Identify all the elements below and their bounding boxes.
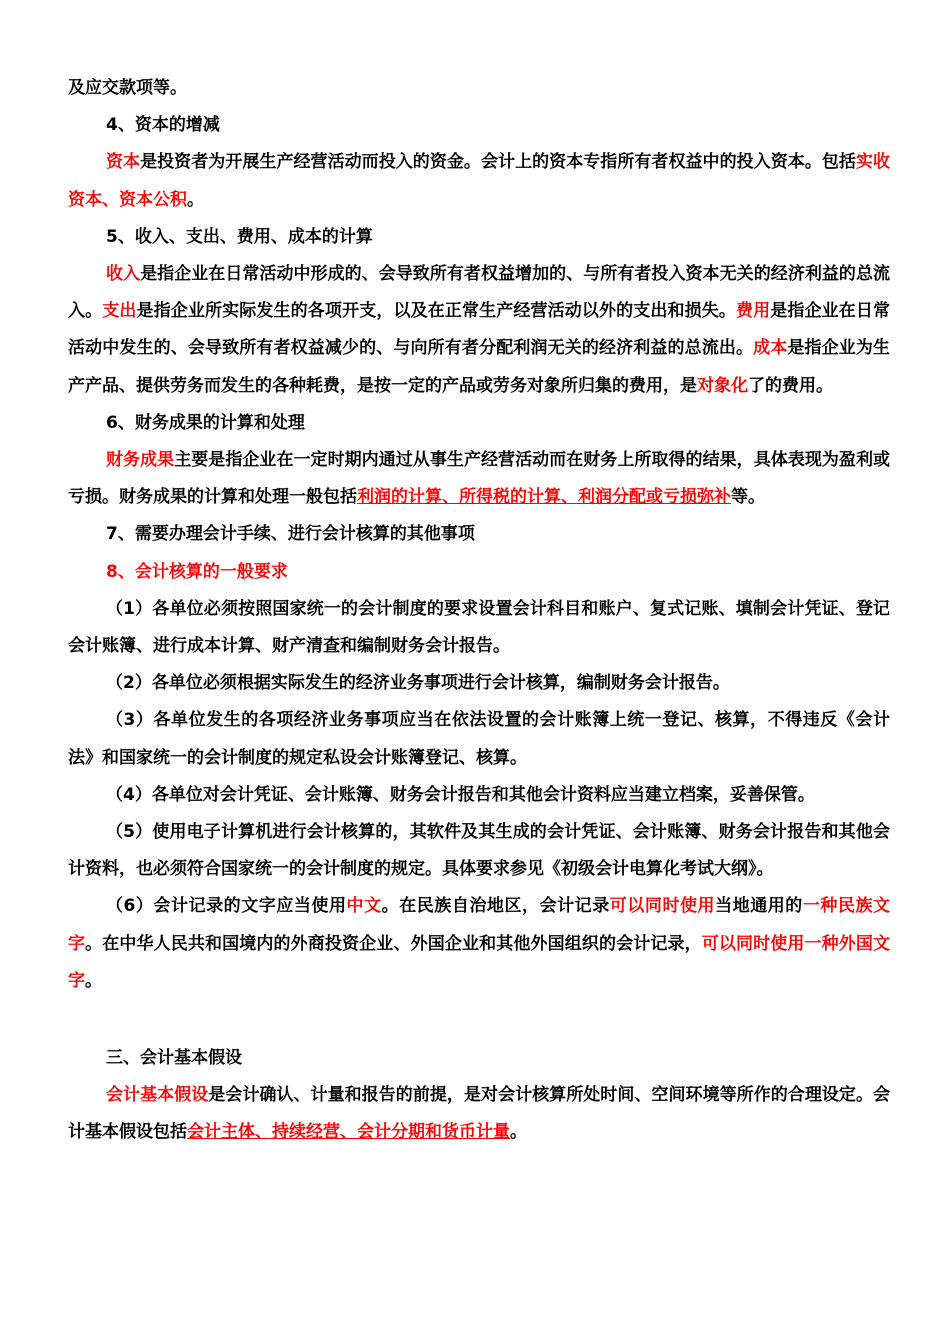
paragraph-income-expense: 收入是指企业在日常活动中形成的、会导致所有者权益增加的、与所有者投入资本无关的经济利益的总流入。支出是指企业所实际发生的各项开支，以及在正常生产经营活动以外的支出和损失。费用是指企业在日常活动中发生的、会导致所有者权益减少的、与向所有者分配利润无关的经济利益的总流出。成本是指企业为生产产品、提供劳务而发生的各种耗费，是按一定的产品或劳务对象所归集的费用，是对象化了的费用。 [68,264,891,396]
term-cost: 成本 [753,338,788,359]
heading-other-matters: 7、需要办理会计手续、进行会计核算的其他事项 [106,524,475,545]
term-assumption-list: 会计主体、持续经营、会计分期和货币计量 [187,1122,510,1143]
heading-income-expense: 5、收入、支出、费用、成本的计算 [106,226,373,247]
term-basic-assumptions: 会计基本假设 [106,1085,209,1106]
paragraph-capital: 资本是投资者为开展生产经营活动而投入的资金。会计上的资本专指所有者权益中的投入资本。包括实收资本、资本公积。 [68,152,891,210]
paragraph-financial-results: 财务成果主要是指企业在一定时期内通过从事生产经营活动而在财务上所取得的结果，具体表现为盈利或亏损。财务成果的计算和处理一般包括利润的计算、所得税的计算、利润分配或亏损弥补等。 [68,450,891,508]
term-capital-items: 实收资本、资本公积 [68,152,891,210]
requirement-3: （3）各单位发生的各项经济业务事项应当在依法设置的会计账簿上统一登记、核算，不得违反《会计法》和国家统一的会计制度的规定私设会计账簿登记、核算。 [68,710,890,768]
heading-basic-assumptions: 三、会计基本假设 [106,1048,242,1069]
requirement-4: （4）各单位对会计凭证、会计账簿、财务会计报告和其他会计资料应当建立档案，妥善保管。 [106,784,815,805]
term-expenditure: 支出 [102,301,137,322]
term-chinese: 中文 [346,896,382,917]
section-gap [68,1000,890,1040]
document-page [68,70,890,1152]
paragraph-basic-assumptions: 会计基本假设是会计确认、计量和报告的前提，是对会计核算所处时间、空间环境等所作的合理设定。会计基本假设包括会计主体、持续经营、会计分期和货币计量。 [68,1085,891,1143]
term-capital: 资本 [106,152,141,173]
requirement-1: （1）各单位必须按照国家统一的会计制度的要求设置会计科目和账户、复式记账、填制会计凭证、登记会计账簿、进行成本计算、财产清查和编制财务会计报告。 [68,598,890,657]
term-can-use: 可以同时使用 [609,896,716,917]
requirement-2: （2）各单位必须根据实际发生的经济业务事项进行会计核算，编制财务会计报告。 [106,673,730,694]
paragraph-continuation: 及应交款项等。 [68,78,187,98]
term-financial-results: 财务成果 [106,450,175,471]
term-objectified: 对象化 [697,375,748,396]
term-income: 收入 [106,264,141,285]
heading-financial-results: 6、财务成果的计算和处理 [106,412,305,433]
requirement-5: （5）使用电子计算机进行会计核算的，其软件及其生成的会计凭证、会计账簿、财务会计报告和其他会计资料，也必须符合国家统一的会计制度的规定。具体要求参见《初级会计电算化考试大纲》。 [68,822,890,880]
term-profit-items: 利润的计算、所得税的计算、利润分配或亏损弥补 [357,487,731,508]
heading-capital-change: 4、资本的增减 [106,115,220,136]
term-foreign-script: 可以同时使用一种外国文字 [68,933,891,991]
requirement-6: （6）会计记录的文字应当使用中文。在民族自治地区，会计记录可以同时使用当地通用的一种民族文字。在中华人民共和国境内的外商投资企业、外国企业和其他外国组织的会计记录，可以同时使用一种外国文字。 [68,896,891,991]
term-ethnic-script: 一种民族文字 [68,896,891,954]
heading-general-requirements: 8、会计核算的一般要求 [106,561,288,582]
term-expense: 费用 [736,301,771,322]
